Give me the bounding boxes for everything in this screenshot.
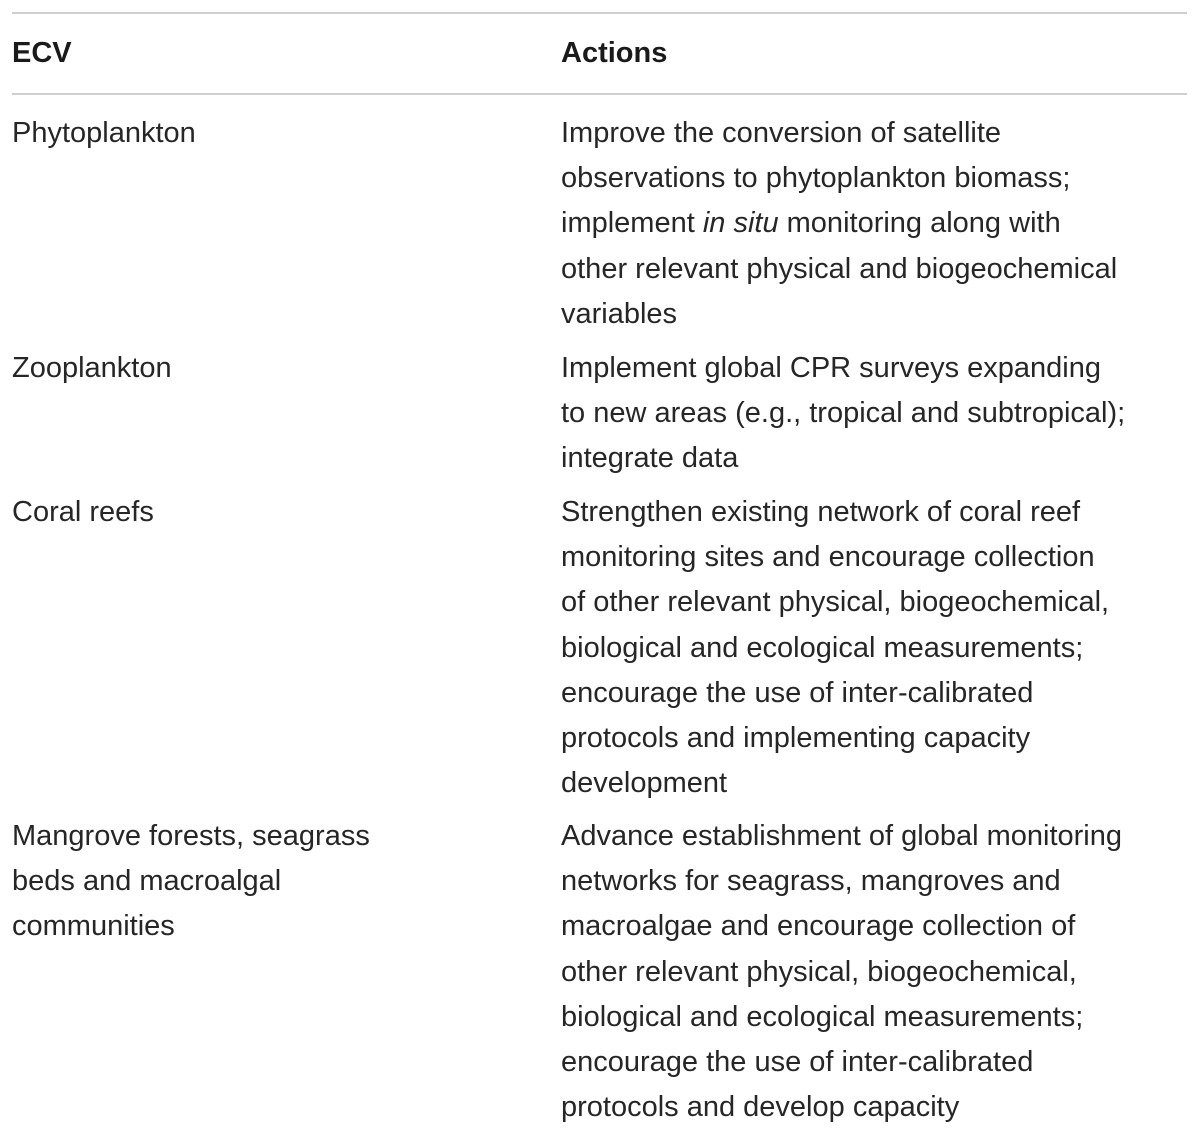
table-row-mangrove-ecv [12,814,370,950]
column-header-ecv: ECV [12,37,72,69]
action-line: macroalgae and encourage collection of [561,910,1076,943]
action-line: to new areas (e.g., tropical and subtropical); [561,397,1126,430]
column-header-actions: Actions [561,37,668,69]
ecv-line: beds and macroalgal [12,865,282,898]
action-line: other relevant physical and biogeochemical [561,252,1118,285]
table-row-coral-reefs-ecv [12,490,154,535]
table-row-mangrove-actions [561,814,1122,1130]
action-line: encourage the use of inter-calibrated [561,1046,1034,1079]
action-line: of other relevant physical, biogeochemical, [561,586,1110,619]
table-row-zooplankton-ecv [12,346,172,391]
table-row-coral-reefs-actions [561,490,1109,806]
action-line: integrate data [561,442,739,475]
action-line: protocols and implementing capacity [561,722,1031,755]
header-rule [12,93,1187,95]
action-line: Improve the conversion of satellite [561,117,1002,149]
ecv-line: Phytoplankton [12,117,196,149]
action-line: Strengthen existing network of coral reef [561,496,1081,528]
table-row-zooplankton-actions [561,346,1125,482]
action-line: biological and ecological measurements; [561,631,1084,664]
action-line: protocols and develop capacity [561,1091,960,1124]
ecv-line: Zooplankton [12,352,172,384]
action-line: biological and ecological measurements; [561,1000,1084,1033]
action-line: Advance establishment of global monitoring [561,820,1122,852]
action-text: monitoring along with [778,207,1061,240]
table-row-phytoplankton-actions [561,111,1117,337]
action-line: encourage the use of inter-calibrated [561,676,1034,709]
action-line: observations to phytoplankton biomass; [561,162,1071,195]
table-top-rule [12,12,1187,14]
action-line: monitoring sites and encourage collection [561,541,1095,574]
table-row-phytoplankton-ecv [12,111,196,156]
action-text: implement [561,207,703,240]
ecv-line: communities [12,910,175,943]
action-line: variables [561,297,678,330]
action-italic-text: in situ [702,207,779,240]
action-line [561,201,1117,246]
ecv-line: Coral reefs [12,496,154,528]
action-line: networks for seagrass, mangroves and [561,865,1061,898]
action-line: other relevant physical, biogeochemical, [561,955,1077,988]
action-line: development [561,767,728,800]
ecv-line: Mangrove forests, seagrass [12,820,370,852]
action-line: Implement global CPR surveys expanding [561,352,1101,384]
